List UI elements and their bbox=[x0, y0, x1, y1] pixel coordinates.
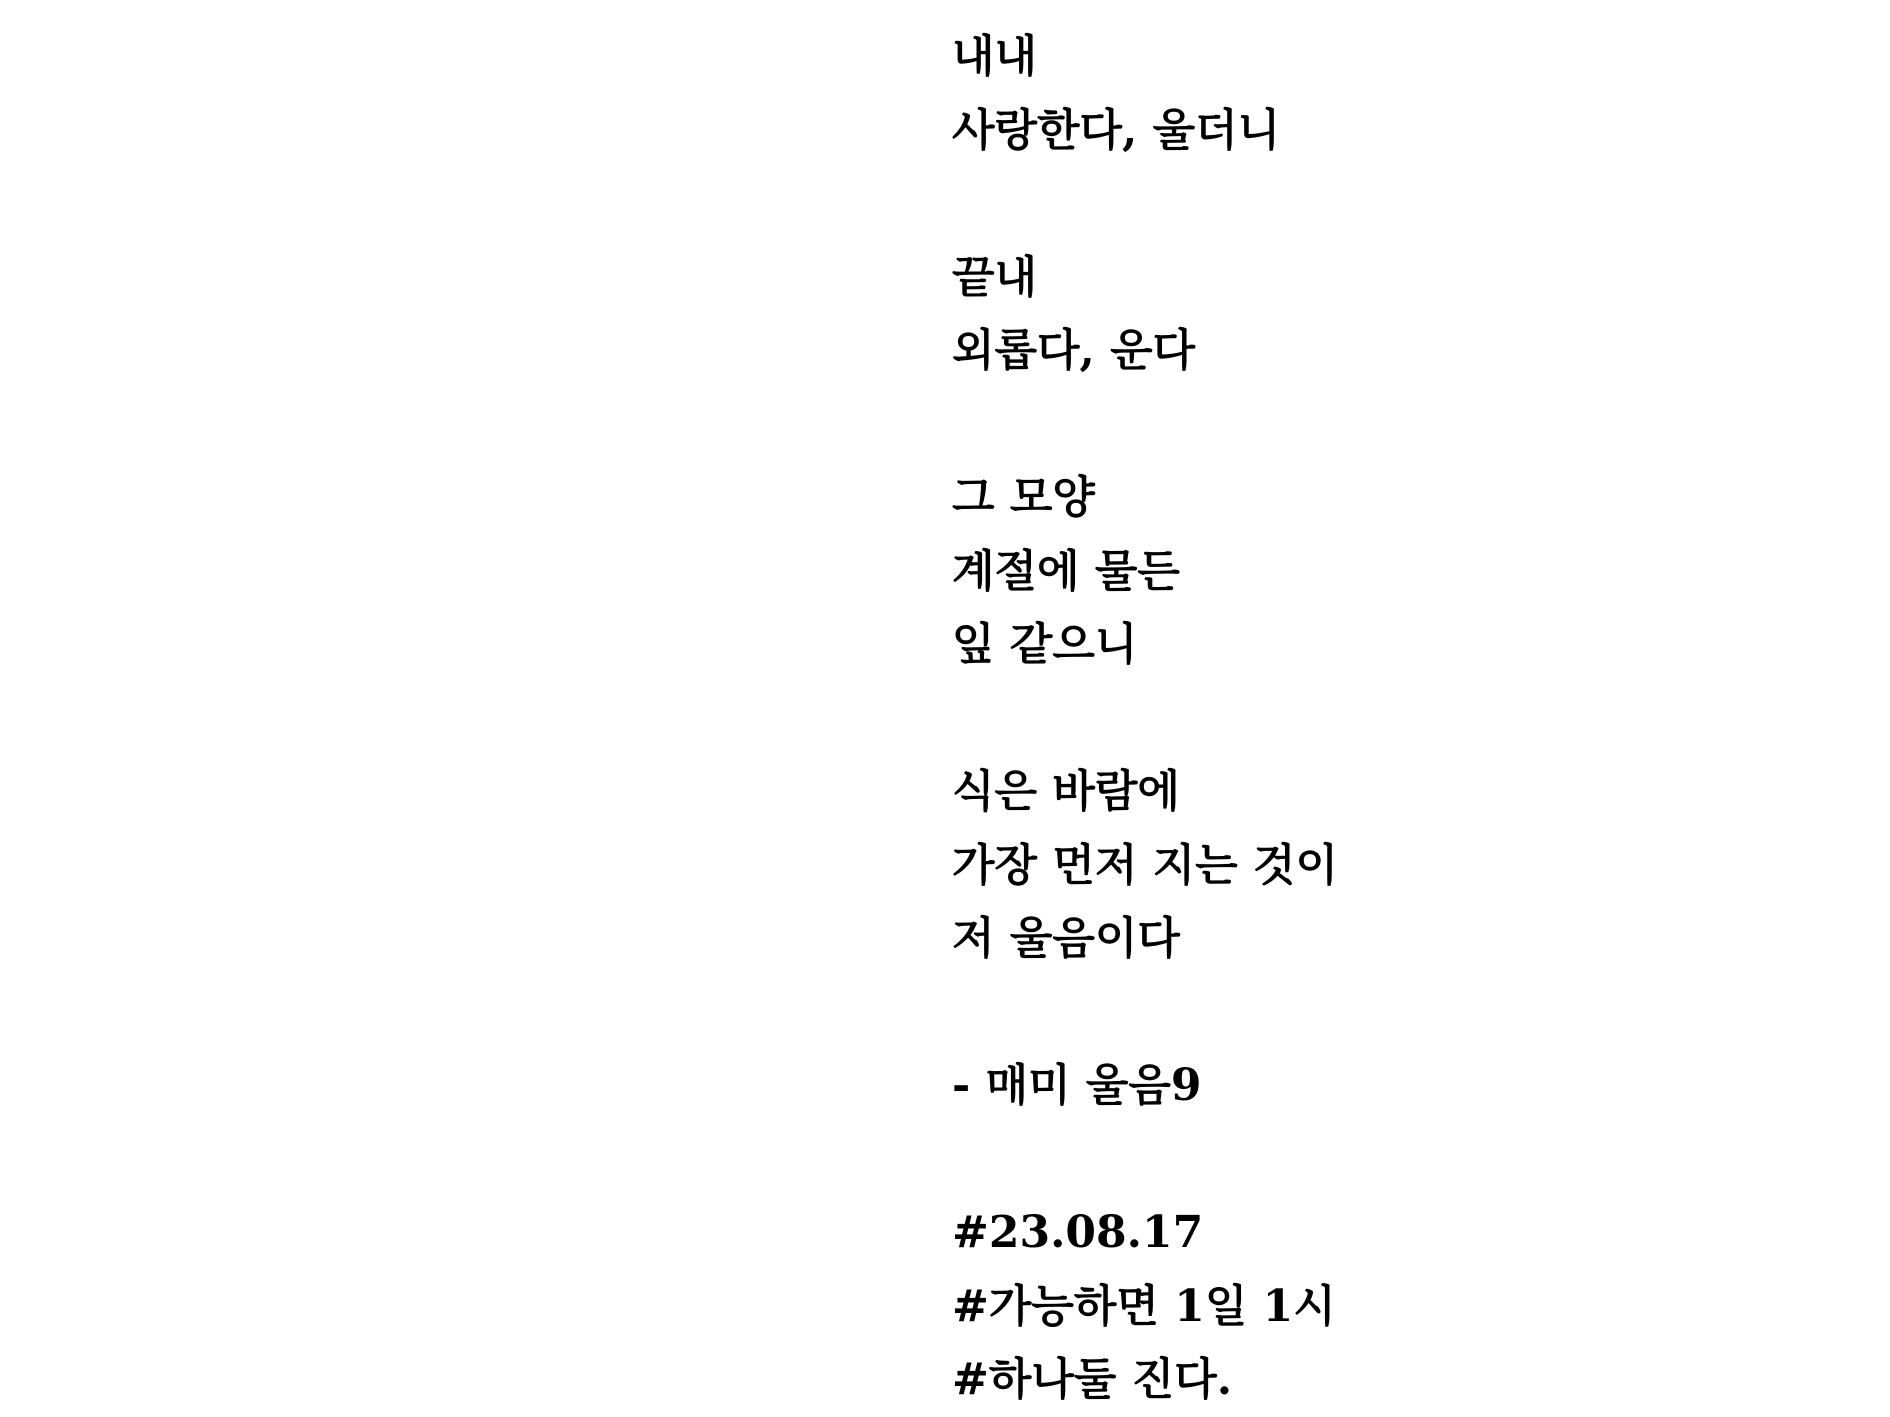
poem-line: 저 울음이다 bbox=[952, 913, 1180, 964]
poem-line: 외롭다, 운다 bbox=[952, 325, 1196, 376]
poem-line: 그 모양 bbox=[952, 472, 1095, 523]
stanza-break bbox=[952, 976, 1652, 1050]
poem-line: 계절에 물든 bbox=[952, 545, 1180, 597]
hashtag: #가능하면 1일 1시 bbox=[952, 1280, 1336, 1332]
stanza-break bbox=[952, 167, 1652, 241]
poem-signature: - 매미 울음9 bbox=[952, 1060, 1202, 1111]
stanza-break bbox=[952, 682, 1652, 756]
poem-line: 끝내 bbox=[952, 251, 1038, 303]
section-break bbox=[952, 1123, 1652, 1197]
poem-line: 식은 바람에 bbox=[952, 766, 1180, 817]
poem-line: 사랑한다, 울더니 bbox=[952, 104, 1281, 156]
poem-body bbox=[952, 20, 1652, 1417]
poem-line: 잎 같으니 bbox=[952, 619, 1138, 670]
poem-line: 가장 먼저 지는 것이 bbox=[952, 839, 1338, 891]
hashtag-date: #23.08.17 bbox=[952, 1207, 1204, 1258]
hashtag: #하나둘 진다. bbox=[952, 1354, 1233, 1405]
stanza-break bbox=[952, 388, 1652, 462]
poem-line: 내내 bbox=[952, 31, 1038, 82]
